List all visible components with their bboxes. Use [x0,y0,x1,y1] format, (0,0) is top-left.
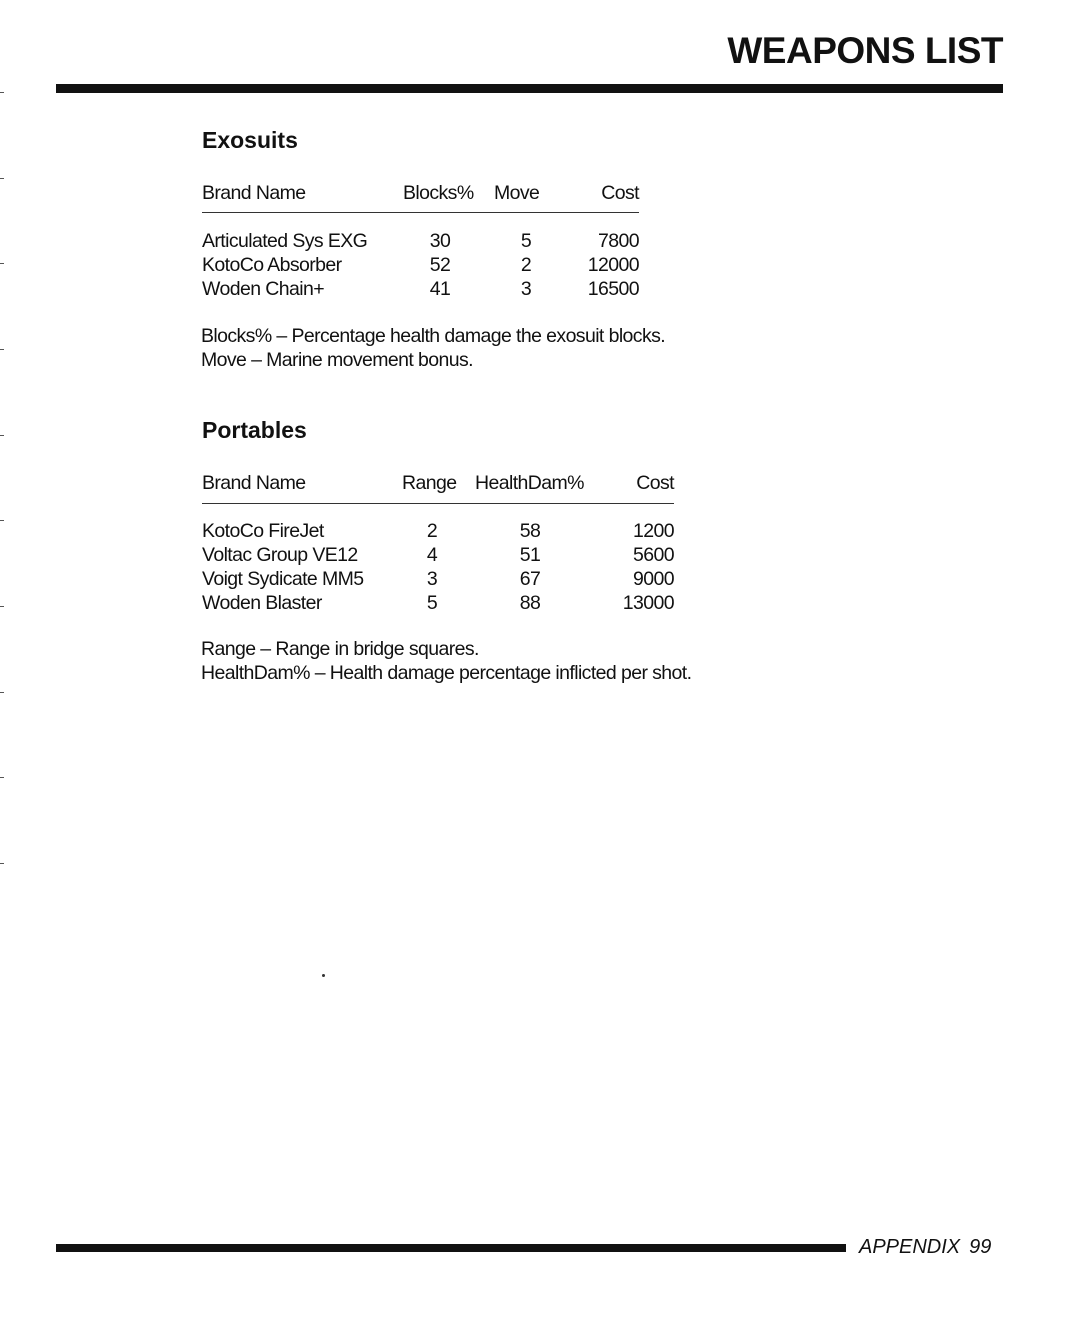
portables-table-body [202,519,674,615]
brand-name-cell: Voigt Sydicate MM5 [202,568,364,590]
range-cell: 2 [426,520,438,542]
cost-cell: 9000 [633,568,674,590]
portables-table [202,470,674,496]
scan-speck [322,974,325,977]
healthdam-cell: 67 [519,568,541,590]
column-header-brand-name: Brand Name [202,472,306,494]
margin-tick [0,435,4,436]
cost-cell: 16500 [587,278,639,300]
note-line: Blocks% – Percentage health damage the exosuit blocks. [201,325,666,347]
brand-name-cell: KotoCo Absorber [202,254,342,276]
portables-heading: Portables [202,417,307,443]
footer [859,1236,991,1259]
cost-cell: 1200 [633,520,674,542]
column-header-cost: Cost [601,182,639,204]
note-line: HealthDam% – Health damage percentage inflicted per shot. [201,661,692,684]
column-header-healthdam: HealthDam% [475,472,584,494]
column-header-blocks: Blocks% [403,182,474,204]
brand-name-cell: Articulated Sys EXG [202,230,368,252]
margin-tick [0,777,4,778]
move-cell: 5 [520,230,532,252]
footer-rule [56,1244,846,1252]
margin-tick [0,263,4,264]
header-rule [56,84,1003,93]
exosuits-header-rule [202,212,639,213]
page-number: 99 [969,1236,992,1258]
margin-tick [0,606,4,607]
exosuits-table-body [202,229,639,301]
range-cell: 5 [426,592,438,614]
table-row [202,519,674,543]
table-row [202,543,674,567]
brand-name-cell: KotoCo FireJet [202,520,324,542]
healthdam-cell: 88 [519,592,541,614]
column-header-move: Move [494,182,540,204]
note-line: Move – Marine movement bonus. [201,348,473,371]
column-header-range: Range [402,472,457,494]
move-cell: 2 [520,254,532,276]
cost-cell: 5600 [633,544,674,566]
footer-label: APPENDIX [859,1236,961,1258]
blocks-cell: 41 [429,278,451,300]
cost-cell: 12000 [587,254,639,276]
table-row [202,567,674,591]
table-row [202,591,674,615]
move-cell: 3 [520,278,532,300]
exosuits-table [202,180,639,206]
range-cell: 4 [426,544,438,566]
healthdam-cell: 58 [519,520,541,542]
table-header-row [202,180,639,206]
margin-tick [0,178,4,179]
table-row [202,229,639,253]
table-row [202,277,639,301]
column-header-brand-name: Brand Name [202,182,306,204]
healthdam-cell: 51 [519,544,541,566]
portables-header-rule [202,503,674,504]
blocks-cell: 52 [429,254,451,276]
brand-name-cell: Voltac Group VE12 [202,544,358,566]
brand-name-cell: Woden Blaster [202,592,322,614]
blocks-cell: 30 [429,230,451,252]
margin-tick [0,349,4,350]
cost-cell: 13000 [622,592,674,614]
table-header-row [202,470,674,496]
brand-name-cell: Woden Chain+ [202,278,324,300]
margin-tick [0,520,4,521]
column-header-cost: Cost [636,472,674,494]
margin-tick [0,92,4,93]
exosuits-notes [201,325,665,372]
cost-cell: 7800 [598,230,639,252]
portables-notes [201,638,691,685]
page-title: WEAPONS LIST [727,30,1003,71]
margin-tick [0,692,4,693]
exosuits-heading: Exosuits [202,127,298,153]
margin-tick [0,863,4,864]
note-line: Range – Range in bridge squares. [201,638,479,660]
table-row [202,253,639,277]
range-cell: 3 [426,568,438,590]
